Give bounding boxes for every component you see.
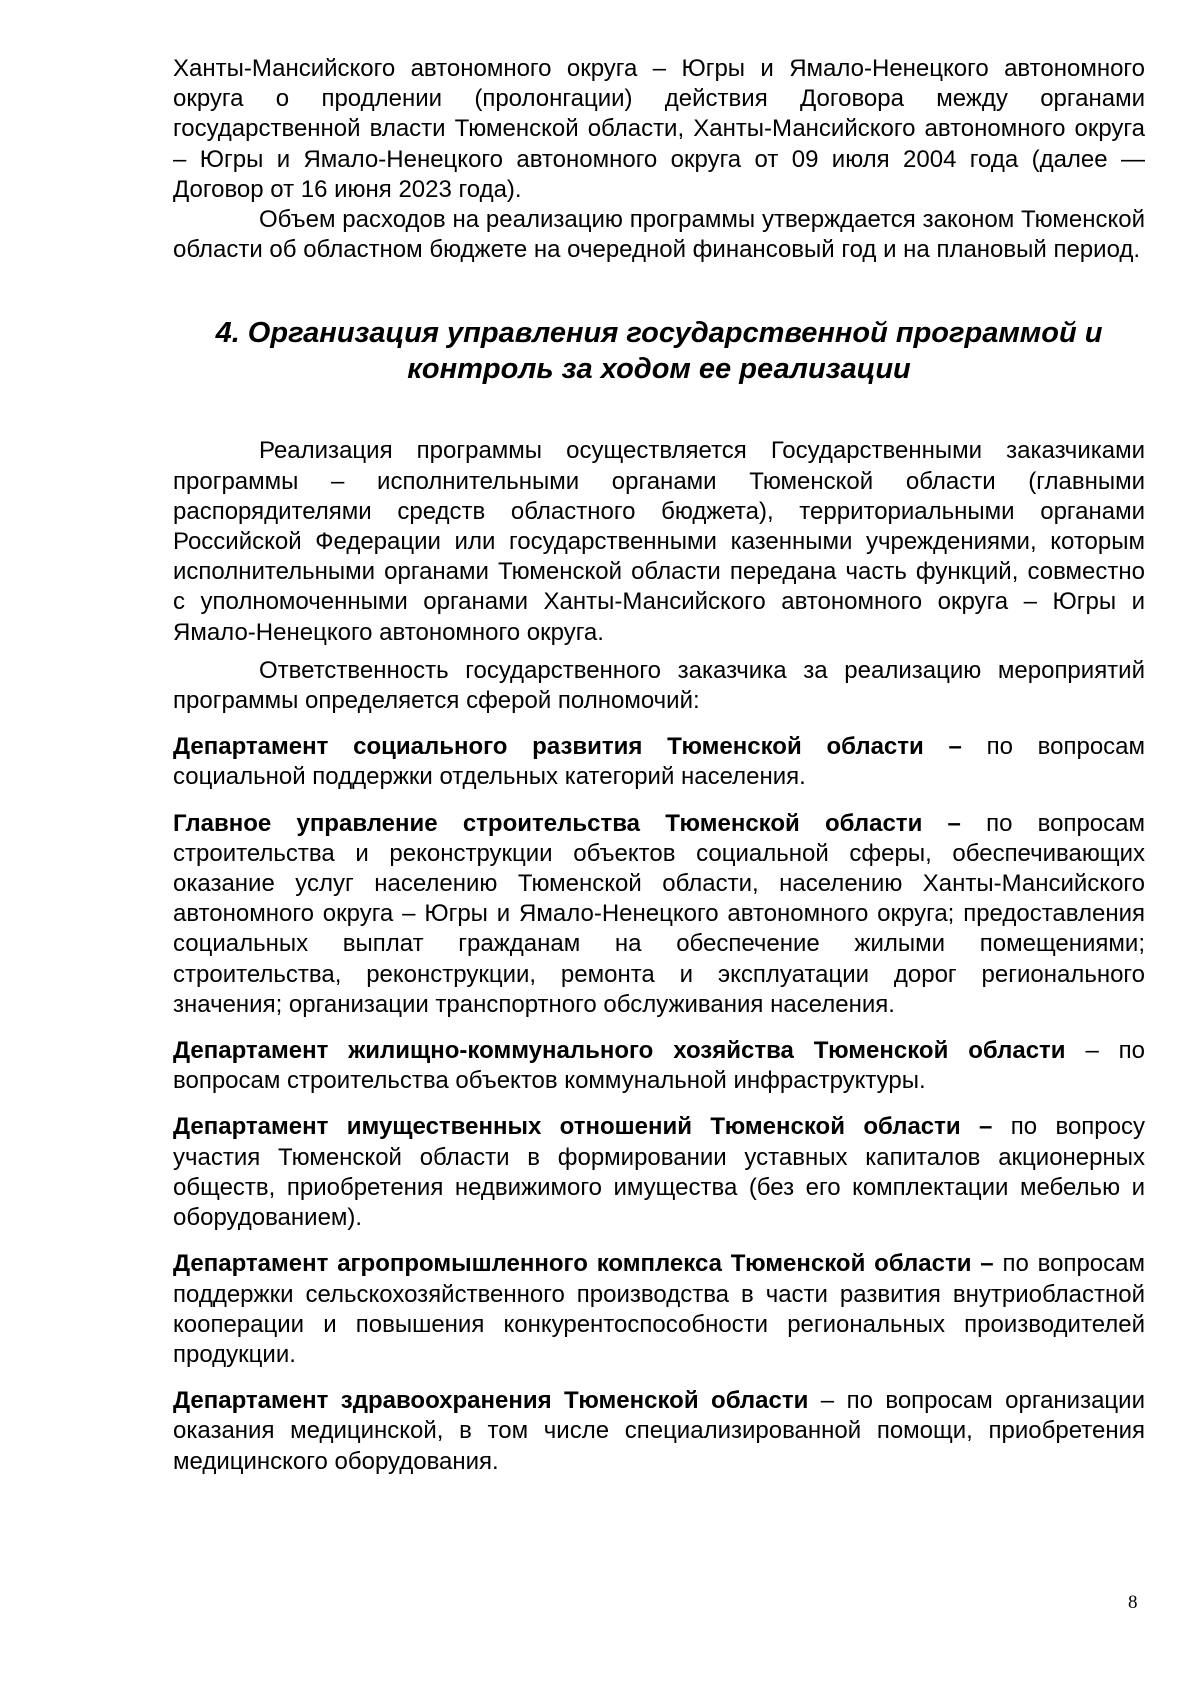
section-paragraph-2: Ответственность государственного заказчика за реализацию мероприятий программы определяется сферой полномочий:	[173, 656, 1145, 715]
page-number: 8	[1128, 1592, 1138, 1613]
department-item-agro	[173, 1249, 1145, 1370]
department-item-health	[173, 1386, 1145, 1477]
intro-paragraph-1: Ханты-Мансийского автономного округа – Югры и Ямало-Ненецкого автономного округа о продлении (пролонгации) действия Договора между органами государственной власти Тюменской области, Ханты-Мансийского автономного округа – Югры и Ямало-Ненецкого автономного округа от 09 июля 2004 года (далее — Договор от 16 июня 2023 года).	[173, 55, 1145, 203]
department-text: по вопросам социальной поддержки отдельных категорий населения.	[173, 733, 1146, 791]
department-text: по вопросам поддержки сельскохозяйственного производства в части развития внутриобластной кооперации и повышения конкурентоспособности региональных производителей продукции.	[173, 1250, 1145, 1368]
intro-paragraph-2: Объем расходов на реализацию программы утверждается законом Тюменской области об областном бюджете на очередной финансовый год и на плановый период.	[173, 206, 1145, 264]
section-paragraph-1: Реализация программы осуществляется Государственными заказчиками программы – исполнительными органами Тюменской области (главными распорядителями средств областного бюджета), территориальными органами Российской Федерации или государственными казенными учреждениями, которым исполнительными органами Тюменской области передана часть функций, совместно с уполномоченными органами Ханты-Мансийского автономного округа – Югры и Ямало-Ненецкого автономного округа.	[173, 437, 1145, 646]
department-name: Департамент агропромышленного комплекса Тюменской области –	[173, 1250, 994, 1278]
section-heading-line-2: контроль за ходом ее реализации	[407, 353, 911, 386]
section-heading	[173, 315, 1145, 387]
department-name: Департамент социального развития Тюменской области –	[173, 733, 962, 761]
section-heading-line-1: 4. Организация управления государственной программой и	[215, 317, 1103, 350]
document-page	[173, 54, 1145, 1477]
department-name: Департамент здравоохранения Тюменской области	[173, 1387, 809, 1415]
department-item-housing	[173, 1036, 1145, 1096]
department-item-property	[173, 1112, 1145, 1233]
department-item-construction	[173, 809, 1145, 1020]
department-text: по вопросам строительства и реконструкции объектов социальной сферы, обеспечивающих оказание услуг населению Тюменской области, населению Ханты-Мансийского автономного округа – Югры и Ямало-Ненецкого автономного округа; предоставления социальных выплат гражданам на обеспечение жилыми помещениями; строительства, реконструкции, ремонта и эксплуатации дорог регионального значения; организации транспортного обслуживания населения.	[173, 809, 1145, 1018]
department-text: – по вопросам организации оказания медицинской, в том числе специализированной помощи, приобретения медицинского оборудования.	[173, 1387, 1145, 1475]
department-name: Департамент жилищно-коммунального хозяйства Тюменской области	[173, 1037, 1066, 1065]
department-name: Департамент имущественных отношений Тюменской области –	[173, 1113, 993, 1141]
department-text: – по вопросам строительства объектов коммунальной инфраструктуры.	[173, 1037, 1146, 1095]
department-item-social	[173, 732, 1145, 792]
department-text: по вопросу участия Тюменской области в формировании уставных капиталов акционерных обществ, приобретения недвижимого имущества (без его комплектации мебелью и оборудованием).	[173, 1113, 1146, 1232]
department-name: Главное управление строительства Тюменской области –	[173, 809, 961, 837]
